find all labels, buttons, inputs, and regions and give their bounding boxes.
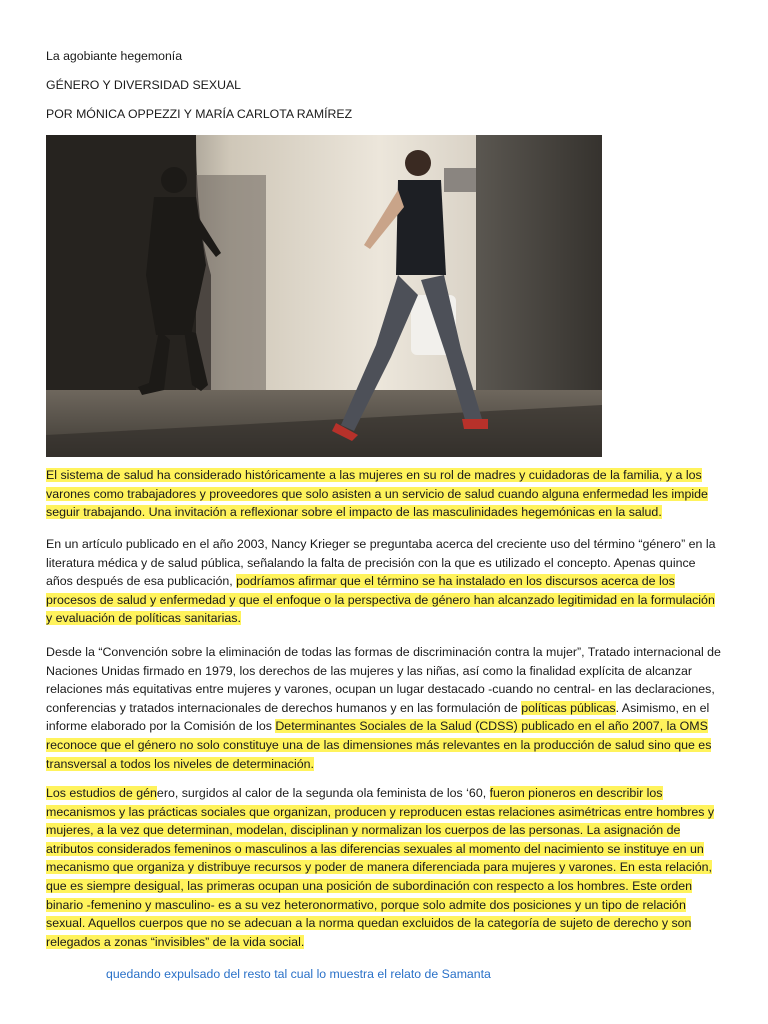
paragraph-2 [46, 535, 722, 628]
wall-poster [444, 168, 476, 192]
comment-note: quedando expulsado del resto tal cual lo muestra el relato de Samanta [106, 967, 491, 981]
highlighted-text: políticas públicas [521, 700, 616, 715]
highlighted-text: Determinantes Sociales de la Salud (CDSS) publicado en el año 2007, la OMS reconoce que el género no solo constituye una de las dimensiones más relevantes en la producción de salud sino que es transversal a todos los niveles de determinación. [46, 719, 712, 771]
body-text: ero, surgidos al calor de la segunda ola feminista de los ‘60, [156, 786, 490, 800]
highlighted-text: fueron pioneros en describir los mecanismos y las prácticas sociales que organizan, producen y reproducen estas relaciones asimétricas entre hombres y mujeres, a la vez que determinan, modelan, disciplinan y normalizan los cuerpos de las personas. La asignación de atributos considerados femeninos o masculinos a las diferencias sexuales al momento del nacimiento se instituye en un mecanismo que organiza y distribuye recursos y poder de manera diferenciada para mujeres y varones. En esta relación, que es siempre desigual, las primeras ocupan una posición de subordinación con respecto a los hombres. Este orden binario -femenino y masculino- es a su vez heteronormativo, porque solo admite dos posiciones y un tipo de relación sexual. Aquellos cuerpos que no se adecuan a la norma quedan excluidos de la categoría de sujeto de derecho y son relegados a zonas “invisibles” de la vida social. [46, 786, 715, 949]
body-text: Desde la “Convención sobre la eliminación de todas las formas de discriminación contra la mujer”, Tratado internacional de Naciones Unidas firmado en 1979, los derechos de las mujeres y las niñas, así como la finalidad explícita de alcanzar relaciones más equitativas entre mujeres y varones, ocupan un lugar destacado -cuando no central- en las declaraciones, conferencias y tratados internacionales de derechos humanos y en las formulación de [46, 645, 721, 715]
right-shadow [476, 135, 602, 400]
column [196, 175, 266, 400]
body-text: En un artículo publicado en el año 2003, Nancy Krieger se preguntaba acerca del creciente uso del término “género” en la literatura médica y de salud pública, señalando la falta de precisión con la que es utilizado el concepto. Apenas quince años después de esa publicación, [46, 537, 716, 589]
section-kicker: La agobiante hegemonía [46, 49, 183, 63]
highlighted-text: Los estudios de gén [46, 786, 157, 800]
article-photo [46, 135, 602, 457]
photo-illustration [46, 135, 602, 457]
highlighted-text: podríamos afirmar que el término se ha instalado en los discursos acerca de los procesos de salud y enfermedad y que el enfoque o la perspectiva de género han alcanzado legitimidad en la formulación y evaluación de políticas sanitarias. [46, 574, 715, 626]
paragraph-4 [46, 784, 722, 951]
paragraph-1 [46, 466, 722, 522]
highlighted-text: El sistema de salud ha considerado históricamente a las mujeres en su rol de madres y cuidadoras de la familia, y a los varones como trabajadores y proveedores que solo asisten a un servicio de salud cuando alguna enfermedad les impide seguir trabajando. Una invitación a reflexionar sobre el impacto de las masculinidades hegemónicas en la salud. [46, 468, 708, 520]
paragraph-3 [46, 643, 722, 773]
byline: POR MÓNICA OPPEZZI Y MARÍA CARLOTA RAMÍREZ [46, 107, 353, 121]
section-title: GÉNERO Y DIVERSIDAD SEXUAL [46, 78, 241, 92]
body-text: . Asimismo, en el informe elaborado por la Comisión de los [46, 700, 710, 734]
